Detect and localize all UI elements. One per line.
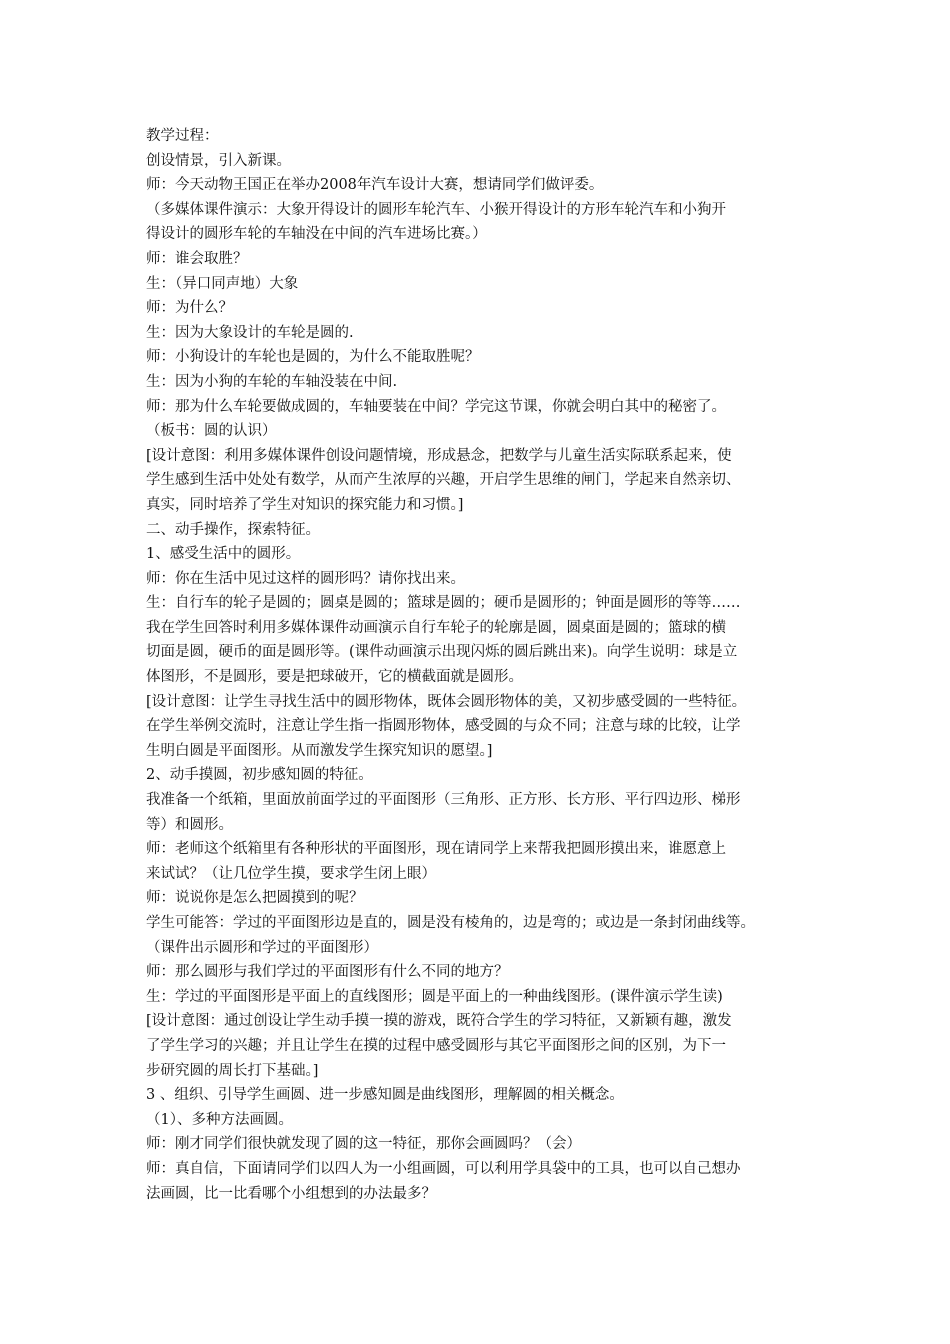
text-line: 生明白圆是平面图形。从而激发学生探究知识的愿望。] [146,742,493,759]
text-line: 3 、组织、引导学生画圆、进一步感知圆是曲线图形，理解圆的相关概念。 [146,1087,624,1104]
text-line: 了学生学习的兴趣；并且让学生在摸的过程中感受圆形与其它平面图形之间的区别，为下一 [146,1037,726,1054]
text-line: 师：谁会取胜？ [146,250,248,267]
text-line: 生：因为小狗的车轮的车轴没装在中间. [146,373,398,390]
text-line: 来试试？（让几位学生摸，要求学生闭上眼） [146,865,436,882]
text-line: 师：小狗设计的车轮也是圆的，为什么不能取胜呢？ [146,349,480,366]
text-line: 生：自行车的轮子是圆的；圆桌是圆的；篮球是圆的；硬币是圆形的；钟面是圆形的等等…… [146,595,741,612]
text-line: 师：你在生活中见过这样的圆形吗？请你找出来。 [146,570,465,587]
text-line: 切面是圆，硬币的面是圆形等。(课件动画演示出现闪烁的圆后跳出来)。向学生说明：球是立 [146,644,738,661]
text-line: （课件出示圆形和学过的平面图形） [146,939,378,956]
text-line: 师：真自信，下面请同学们以四人为一小组画圆，可以利用学具袋中的工具，也可以自己想办 [146,1160,741,1177]
text-line: 教学过程： [146,128,219,144]
text-line: [设计意图：让学生寻找生活中的圆形物体，既体会圆形物体的美，又初步感受圆的一些特征。 [146,693,747,710]
text-line: 1、感受生活中的圆形。 [146,546,301,563]
text-line: 我在学生回答时利用多媒体课件动画演示自行车轮子的轮廓是圆，圆桌面是圆的；篮球的横 [146,619,726,636]
text-line: 创设情景，引入新课。 [146,152,291,169]
text-line: 学生可能答：学过的平面图形边是直的，圆是没有棱角的，边是弯的；或边是一条封闭曲线等。 [146,915,755,931]
text-line: 师：为什么？ [146,300,233,317]
text-line: 二、动手操作，探索特征。 [146,521,320,538]
text-line: 等）和圆形。 [146,816,233,833]
text-line: 法画圆，比一比看哪个小组想到的办法最多？ [146,1185,436,1202]
text-line: （板书：圆的认识） [146,423,277,440]
text-line: 师：今天动物王国正在举办2008年汽车设计大赛，想请同学们做评委。 [146,177,604,194]
text-line: 师：说说你是怎么把圆摸到的呢？ [146,890,364,907]
text-line: [设计意图：通过创设让学生动手摸一摸的游戏，既符合学生的学习特征，又新颖有趣，激发 [146,1013,732,1030]
text-line: 师：老师这个纸箱里有各种形状的平面图形，现在请同学上来帮我把圆形摸出来，谁愿意上 [146,841,726,858]
text-line: 体图形，不是圆形，要是把球破开，它的横截面就是圆形。 [146,669,523,686]
text-line: 师：刚才同学们很快就发现了圆的这一特征，那你会画圆吗？（会） [146,1136,581,1153]
text-line: 生：因为大象设计的车轮是圆的. [146,324,354,341]
text-line: 得设计的圆形车轮的车轴没在中间的汽车进场比赛。） [146,226,487,243]
text-line: 师：那为什么车轮要做成圆的，车轴要装在中间？学完这节课，你就会明白其中的秘密了。 [146,398,726,415]
document-body [146,124,822,1206]
text-line: 在学生举例交流时，注意让学生指一指圆形物体，感受圆的与众不同；注意与球的比较，让学 [146,718,741,735]
text-line: （多媒体课件演示：大象开得设计的圆形车轮汽车、小猴开得设计的方形车轮汽车和小狗开 [146,201,726,218]
text-line: （1）、多种方法画圆。 [146,1111,293,1128]
text-line: 生：学过的平面图形是平面上的直线图形；圆是平面上的一种曲线图形。(课件演示学生读) [146,988,723,1005]
text-line: 学生感到生活中处处有数学，从而产生浓厚的兴趣，开启学生思维的闸门，学起来自然亲切、 [146,472,741,489]
text-line: 我准备一个纸箱，里面放前面学过的平面图形（三角形、正方形、长方形、平行四边形、梯形 [146,792,741,809]
text-line: 2、动手摸圆，初步感知圆的特征。 [146,767,373,784]
text-line: 师：那么圆形与我们学过的平面图形有什么不同的地方？ [146,964,509,981]
text-line: 生：（异口同声地）大象 [146,275,299,292]
text-line: 步研究圆的周长打下基础。] [146,1062,319,1079]
text-line: [设计意图：利用多媒体课件创设问题情境，形成悬念，把数学与儿童生活实际联系起来，使 [146,447,732,464]
text-line: 真实，同时培养了学生对知识的探究能力和习惯。] [146,496,464,513]
